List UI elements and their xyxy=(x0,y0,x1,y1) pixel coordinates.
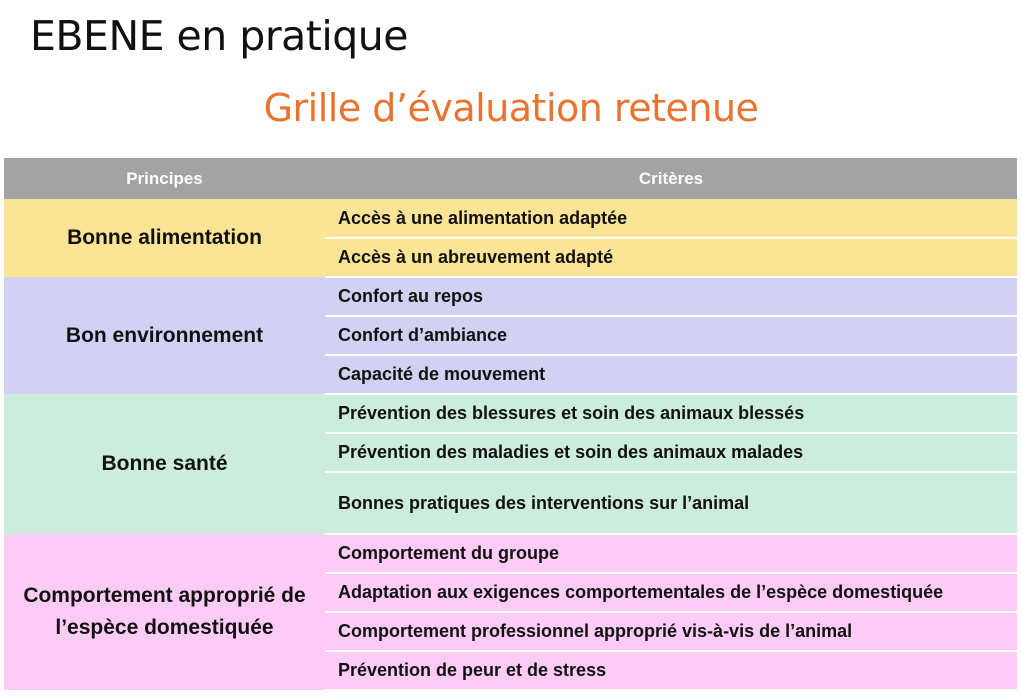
criterion-cell: Prévention des maladies et soin des animaux malades xyxy=(325,433,1017,472)
criterion-cell: Bonnes pratiques des interventions sur l’animal xyxy=(325,472,1017,534)
table-row xyxy=(4,199,1017,238)
criterion-cell: Confort d’ambiance xyxy=(325,316,1017,355)
principle-cell: Bon environnement xyxy=(4,277,325,394)
criterion-cell: Prévention de peur et de stress xyxy=(325,651,1017,690)
principle-cell: Bonne santé xyxy=(4,394,325,534)
criterion-cell: Comportement professionnel approprié vis-à-vis de l’animal xyxy=(325,612,1017,651)
evaluation-grid-table xyxy=(4,158,1017,691)
criterion-cell: Accès à une alimentation adaptée xyxy=(325,199,1017,238)
criterion-cell: Prévention des blessures et soin des animaux blessés xyxy=(325,394,1017,433)
column-header-criteres: Critères xyxy=(325,158,1017,199)
principle-cell: Bonne alimentation xyxy=(4,199,325,277)
criterion-cell: Confort au repos xyxy=(325,277,1017,316)
table-header-row xyxy=(4,158,1017,199)
table-row xyxy=(4,277,1017,316)
criterion-cell: Comportement du groupe xyxy=(325,534,1017,573)
page-subtitle: Grille d’évaluation retenue xyxy=(263,86,759,130)
criterion-cell: Adaptation aux exigences comportementales de l’espèce domestiquée xyxy=(325,573,1017,612)
column-header-principes: Principes xyxy=(4,158,325,199)
principle-cell: Comportement approprié de l’espèce domestiquée xyxy=(4,534,325,690)
table-row xyxy=(4,394,1017,433)
criterion-cell: Accès à un abreuvement adapté xyxy=(325,238,1017,277)
criterion-cell: Capacité de mouvement xyxy=(325,355,1017,394)
page-title: EBENE en pratique xyxy=(30,12,408,60)
table-row xyxy=(4,534,1017,573)
